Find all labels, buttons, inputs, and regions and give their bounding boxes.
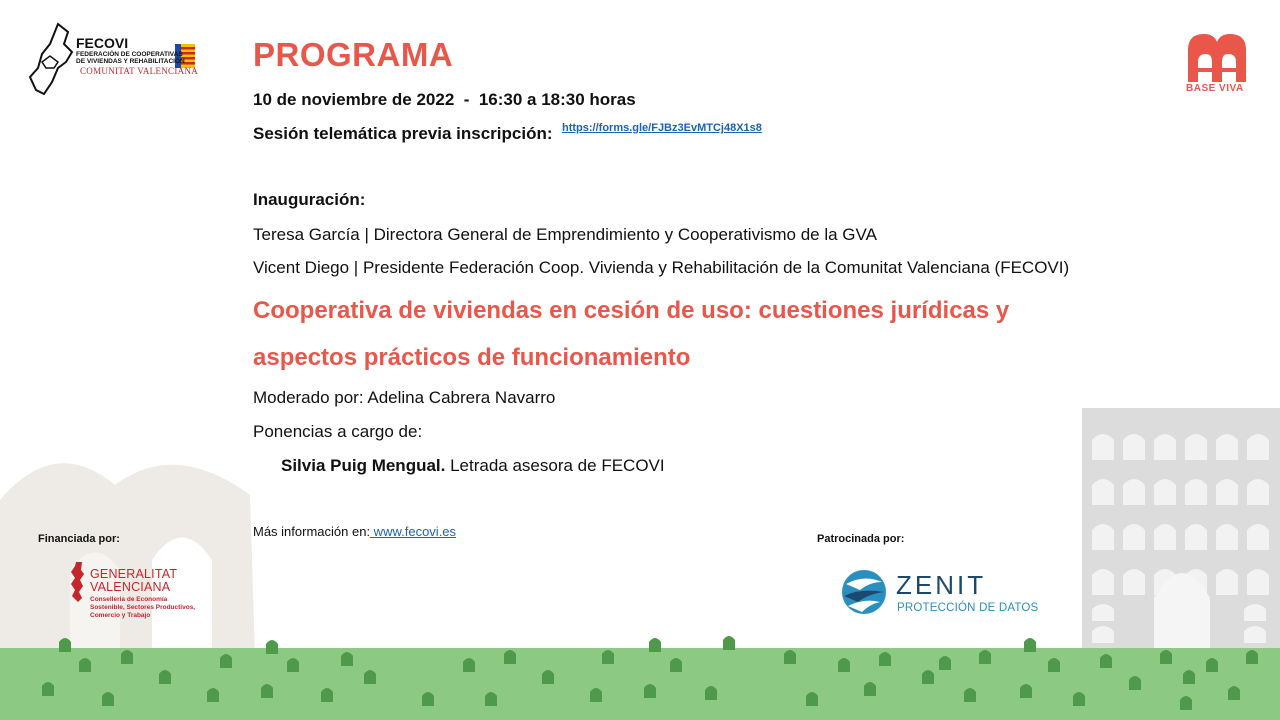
- tree-icon: [220, 654, 232, 668]
- fecovi-website-link[interactable]: www.fecovi.es: [370, 524, 457, 539]
- tree-icon: [784, 650, 796, 664]
- building-window: [1092, 524, 1114, 550]
- tree-icon: [266, 640, 278, 654]
- tree-icon: [287, 658, 299, 672]
- tree-icon: [1246, 650, 1258, 664]
- tree-icon: [590, 688, 602, 702]
- tree-icon: [1048, 658, 1060, 672]
- tree-icon: [1160, 650, 1172, 664]
- tree-icon: [964, 688, 976, 702]
- tree-icon: [207, 688, 219, 702]
- building-window: [1185, 524, 1207, 550]
- sponsored-by-label: Patrocinada por:: [817, 533, 905, 545]
- event-date: 10 de noviembre de 2022 - 16:30 a 18:30 horas: [253, 90, 636, 109]
- tree-icon: [59, 638, 71, 652]
- zenit-subtitle: PROTECCIÓN DE DATOS: [897, 602, 1039, 614]
- decorative-trees: [0, 620, 1280, 720]
- tree-icon: [1129, 676, 1141, 690]
- tree-icon: [364, 670, 376, 684]
- building-window: [1092, 569, 1114, 595]
- tree-icon: [159, 670, 171, 684]
- tree-icon: [723, 636, 735, 650]
- building-window: [1216, 479, 1238, 505]
- talk-title-line-2: aspectos prácticos de funcionamiento: [253, 344, 691, 371]
- tree-icon: [1180, 696, 1192, 710]
- more-info: [253, 524, 456, 539]
- decorative-building: [1082, 408, 1280, 653]
- generalitat-department: Conselleria de Economía Sostenible, Sectores Productivos, Comercio y Trabajo: [90, 596, 196, 619]
- tree-icon: [806, 692, 818, 706]
- tree-icon: [979, 650, 991, 664]
- tree-icon: [42, 682, 54, 696]
- building-window: [1247, 569, 1269, 595]
- tree-icon: [670, 658, 682, 672]
- tree-icon: [922, 670, 934, 684]
- building-window: [1185, 479, 1207, 505]
- presenter-name: Silvia Puig Mengual.: [281, 456, 446, 475]
- moderator: Moderado por: Adelina Cabrera Navarro: [253, 388, 556, 407]
- fecovi-name: FECOVI: [76, 35, 129, 51]
- more-info-label: Más información en:: [253, 524, 371, 539]
- tree-icon: [121, 650, 133, 664]
- tree-icon: [261, 684, 273, 698]
- building-window: [1216, 524, 1238, 550]
- inauguration-speaker-1: Teresa García | Directora General de Emprendimiento y Cooperativismo de la GVA: [253, 225, 877, 244]
- tree-icon: [1100, 654, 1112, 668]
- building-window: [1244, 604, 1266, 621]
- generalitat-name: GENERALITAT VALENCIANA: [90, 567, 178, 594]
- tree-icon: [879, 652, 891, 666]
- building-window: [1247, 479, 1269, 505]
- building-window: [1092, 479, 1114, 505]
- building-window: [1092, 604, 1114, 621]
- tree-icon: [504, 650, 516, 664]
- funded-by-label: Financiada por:: [38, 533, 120, 545]
- inauguration-heading: Inauguración:: [253, 190, 366, 209]
- presenters-label: Ponencias a cargo de:: [253, 422, 423, 441]
- session-label: Sesión telemática previa inscripción:: [253, 124, 553, 143]
- baseviva-text: BASE VIVA: [1186, 83, 1244, 94]
- tree-icon: [705, 686, 717, 700]
- building-window: [1154, 434, 1176, 460]
- zenit-icon: [840, 568, 888, 616]
- tree-icon: [1183, 670, 1195, 684]
- building-window: [1185, 434, 1207, 460]
- fecovi-region: COMUNITAT VALENCIANA: [80, 66, 199, 76]
- presenter: [281, 456, 665, 476]
- talk-title-line-1: Cooperativa de viviendas en cesión de uso: cuestiones jurídicas y: [253, 297, 1010, 324]
- building-window: [1216, 434, 1238, 460]
- building-window: [1123, 479, 1145, 505]
- building-window: [1092, 434, 1114, 460]
- tree-icon: [341, 652, 353, 666]
- building-window: [1123, 434, 1145, 460]
- tree-icon: [939, 656, 951, 670]
- page-title: PROGRAMA: [253, 36, 454, 73]
- fecovi-subtitle: FEDERACIÓN DE COOPERATIVAS DE VIVIENDAS Y REHABILITACIÓN: [76, 51, 185, 65]
- tree-icon: [1206, 658, 1218, 672]
- tree-icon: [1020, 684, 1032, 698]
- tree-icon: [463, 658, 475, 672]
- tree-icon: [644, 684, 656, 698]
- tree-icon: [321, 688, 333, 702]
- building-window: [1123, 569, 1145, 595]
- zenit-name: ZENIT: [896, 570, 987, 600]
- building-window: [1154, 524, 1176, 550]
- tree-icon: [1228, 686, 1240, 700]
- presenter-role: Letrada asesora de FECOVI: [445, 456, 665, 475]
- tree-icon: [838, 658, 850, 672]
- tree-icon: [422, 692, 434, 706]
- building-window: [1123, 524, 1145, 550]
- inauguration-speaker-2: Vicent Diego | Presidente Federación Coop. Vivienda y Rehabilitación de la Comunitat Valenciana (FECOVI): [253, 258, 1070, 277]
- tree-icon: [1073, 692, 1085, 706]
- building-window: [1216, 569, 1238, 595]
- tree-icon: [602, 650, 614, 664]
- tree-icon: [1024, 638, 1036, 652]
- registration-link[interactable]: https://forms.gle/FJBz3EvMTCj48X1s8: [562, 122, 762, 134]
- building-window: [1154, 479, 1176, 505]
- tree-icon: [542, 670, 554, 684]
- tree-icon: [864, 682, 876, 696]
- tree-icon: [79, 658, 91, 672]
- baseviva-logo: [1186, 32, 1248, 82]
- tree-icon: [485, 692, 497, 706]
- building-window: [1247, 434, 1269, 460]
- tree-icon: [102, 692, 114, 706]
- building-window: [1247, 524, 1269, 550]
- tree-icon: [649, 638, 661, 652]
